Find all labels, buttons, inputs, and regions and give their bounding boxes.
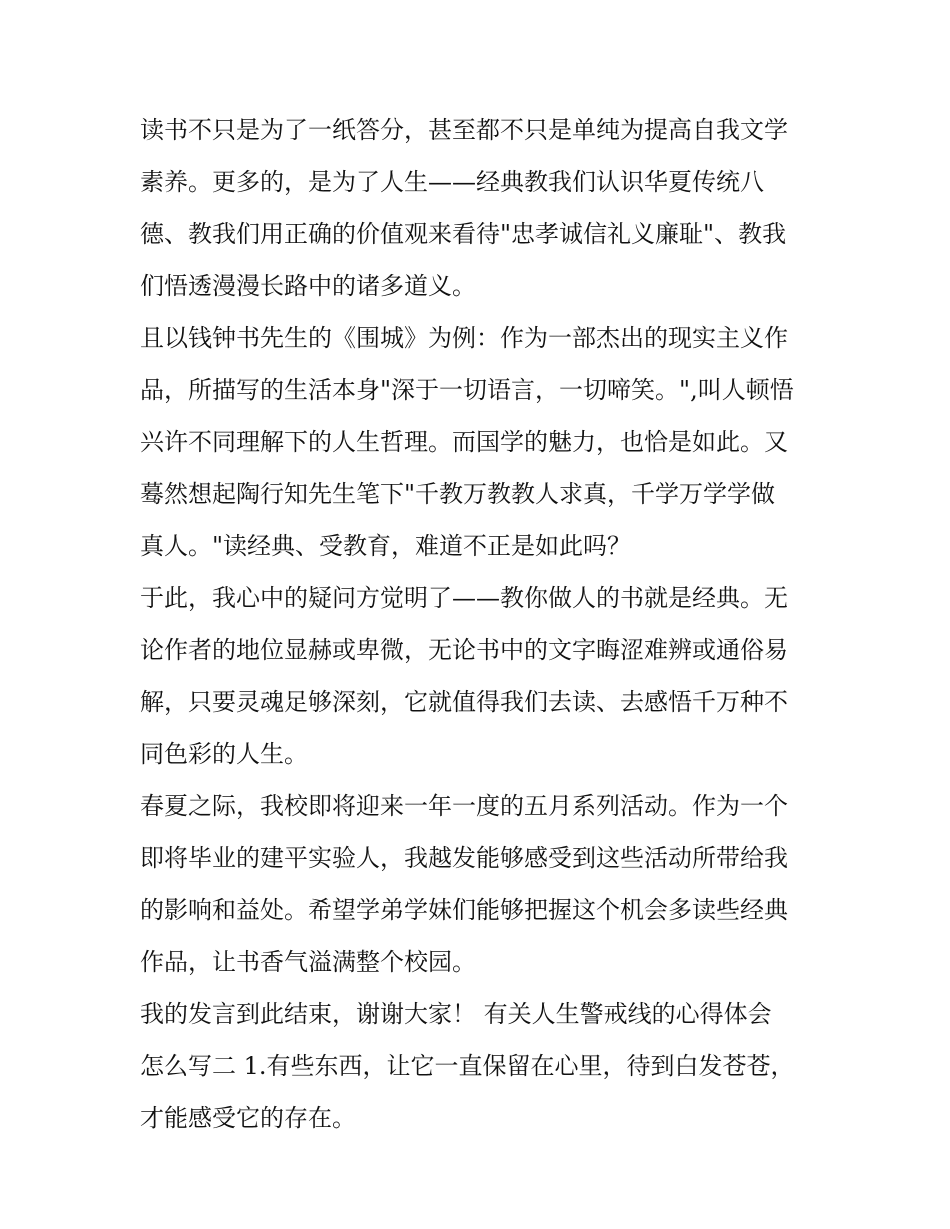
text-line: 德、教我们用正确的价值观来看待"忠孝诚信礼义廉耻"、教我: [140, 220, 787, 248]
text-line: 读书不只是为了一纸答分，甚至都不只是单纯为提高自我文学: [140, 116, 788, 144]
text-line: 同色彩的人生。: [140, 740, 308, 768]
text-line: 论作者的地位显赫或卑微，无论书中的文字晦涩难辨或通俗易: [140, 636, 788, 664]
text-line: 怎么写二 1.有些东西，让它一直保留在心里，待到白发苍苍，: [140, 1052, 795, 1080]
paragraph-4: [140, 780, 820, 988]
paragraph-1: [140, 104, 820, 312]
text-line: 即将毕业的建平实验人，我越发能够感受到这些活动所带给我: [140, 844, 788, 872]
text-line: 才能感受它的存在。: [140, 1104, 356, 1132]
text-line: 们悟透漫漫长路中的诸多道义。: [140, 272, 476, 300]
paragraph-3: [140, 572, 820, 780]
text-line: 蓦然想起陶行知先生笔下"千教万教教人求真，千学万学学做: [140, 480, 776, 508]
text-line: 作品，让书香气溢满整个校园。: [140, 948, 476, 976]
text-line: 解，只要灵魂足够深刻，它就值得我们去读、去感悟千万种不: [140, 688, 788, 716]
text-line: 兴许不同理解下的人生哲理。而国学的魅力，也恰是如此。又: [140, 428, 788, 456]
text-line: 春夏之际，我校即将迎来一年一度的五月系列活动。作为一个: [140, 792, 788, 820]
text-line: 真人。"读经典、受教育，难道不正是如此吗？: [140, 532, 632, 560]
text-line: 的影响和益处。希望学弟学妹们能够把握这个机会多读些经典: [140, 896, 788, 924]
document-body: [140, 104, 820, 1144]
paragraph-2: [140, 312, 820, 572]
text-line: 素养。更多的，是为了人生——经典教我们认识华夏传统八: [140, 168, 764, 196]
text-line: 于此，我心中的疑问方觉明了——教你做人的书就是经典。无: [140, 584, 788, 612]
paragraph-5: [140, 988, 820, 1144]
text-line: 且以钱钟书先生的《围城》为例：作为一部杰出的现实主义作: [140, 324, 788, 352]
text-line: 我的发言到此结束，谢谢大家！ 有关人生警戒线的心得体会: [140, 1000, 772, 1028]
text-line: 品，所描写的生活本身"深于一切语言，一切啼笑。",叫人顿悟: [140, 376, 794, 404]
